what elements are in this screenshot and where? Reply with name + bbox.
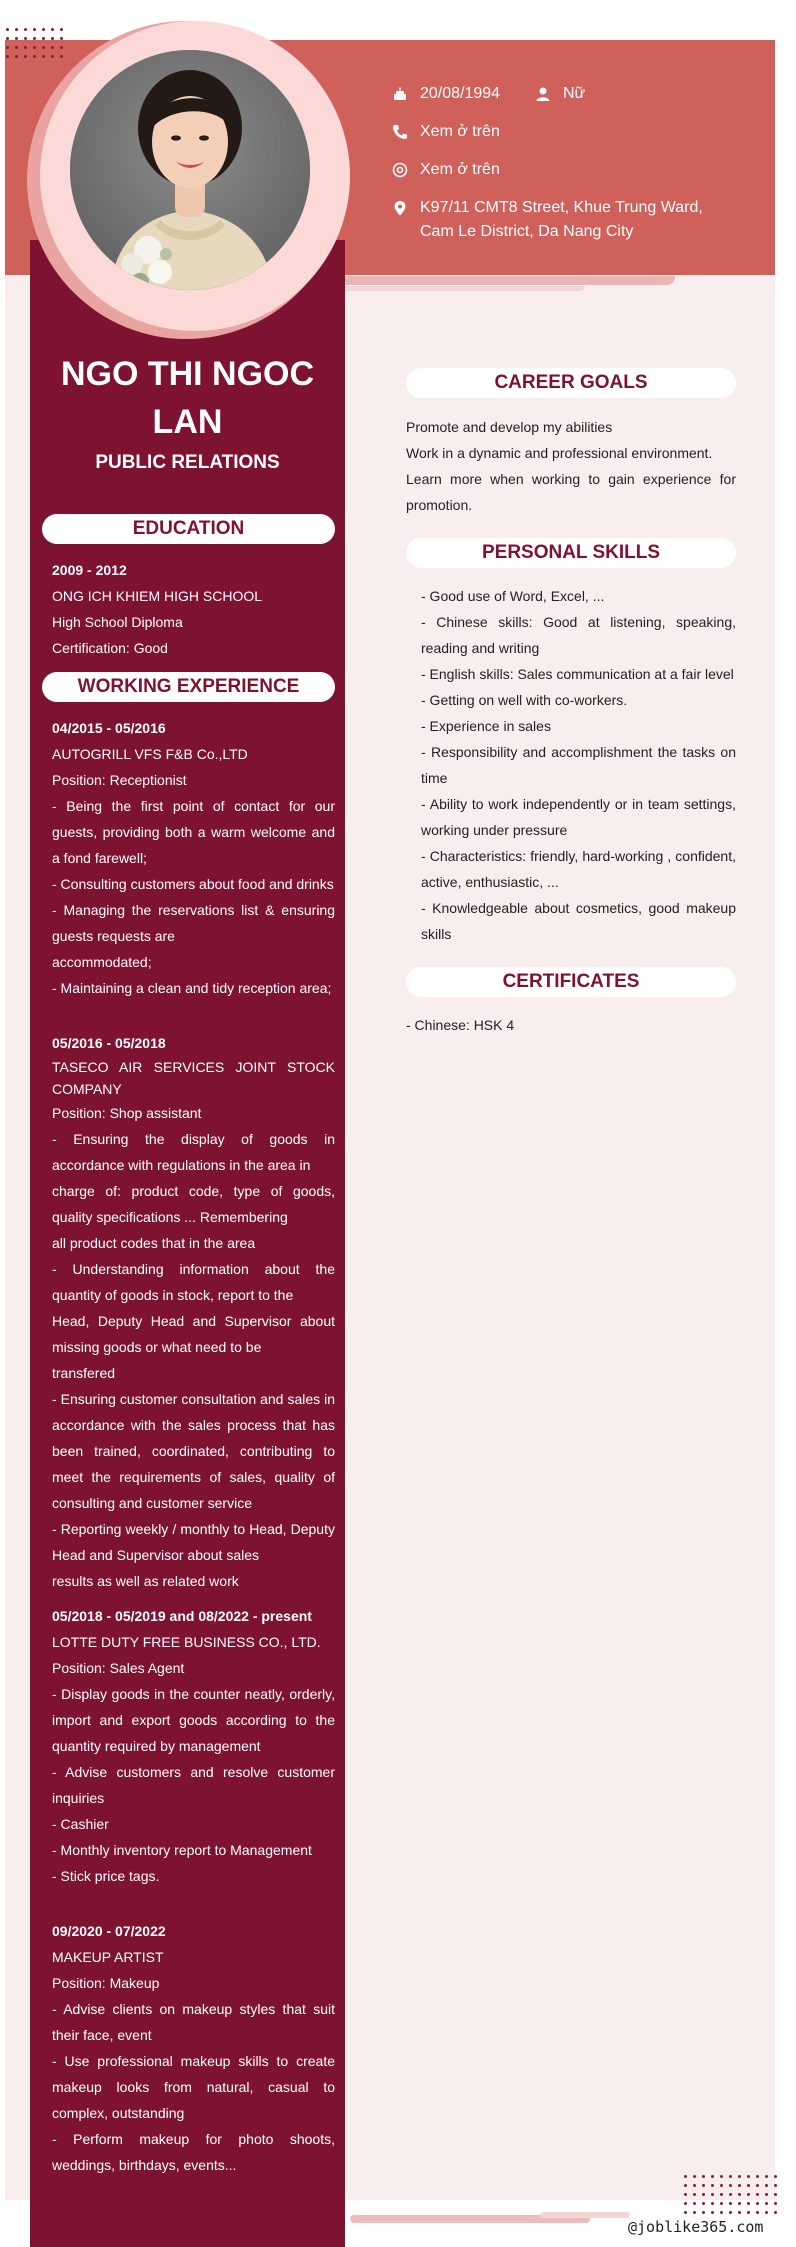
watermark: @joblike365.com — [628, 2218, 764, 2236]
job-duty: - Perform makeup for photo shoots, weddings, birthdays, events... — [52, 2131, 335, 2173]
footer-band-accent — [540, 2212, 630, 2218]
job-duty: - Maintaining a clean and tidy reception area; — [52, 980, 332, 996]
skill-item: - English skills: Sales communication at a fair level — [421, 666, 734, 682]
decor-dot — [747, 2211, 750, 2214]
decor-dot — [720, 2211, 723, 2214]
decor-dot — [729, 2193, 732, 2196]
decor-dot — [15, 28, 18, 31]
header-band-accent-2 — [340, 286, 585, 291]
job-period: 05/2016 - 05/2018 — [52, 1035, 166, 1051]
decor-dot — [684, 2202, 687, 2205]
job-duty: charge of: product code, type of goods, quality specifications ... Remembering — [52, 1183, 335, 1225]
decor-dot — [33, 28, 36, 31]
decor-dot — [693, 2193, 696, 2196]
skill-item: - Chinese skills: Good at listening, speaking, reading and writing — [421, 614, 736, 656]
skill-item: - Experience in sales — [421, 718, 551, 734]
decor-dot — [756, 2175, 759, 2178]
decor-dot — [51, 28, 54, 31]
decor-dot — [702, 2175, 705, 2178]
decor-dot — [693, 2184, 696, 2187]
job-company: TASECO AIR SERVICES JOINT STOCK COMPANY — [52, 1059, 335, 1097]
decor-dot — [774, 2184, 777, 2187]
decor-dot — [51, 55, 54, 58]
decor-dot — [693, 2211, 696, 2214]
job-duty: - Consulting customers about food and drinks — [52, 876, 334, 892]
certificates-heading: CERTIFICATES — [406, 967, 736, 997]
decor-dot — [60, 55, 63, 58]
decor-dot — [15, 37, 18, 40]
skill-item: - Responsibility and accomplishment the tasks on time — [421, 744, 736, 786]
job-duty: - Stick price tags. — [52, 1868, 160, 1884]
education-section — [52, 557, 335, 661]
decor-dot — [738, 2175, 741, 2178]
job-company: AUTOGRILL VFS F&B Co.,LTD — [52, 746, 248, 762]
decor-dot — [756, 2193, 759, 2196]
decor-dot — [15, 55, 18, 58]
decor-dot — [756, 2184, 759, 2187]
decor-dot — [747, 2202, 750, 2205]
decor-dot — [33, 37, 36, 40]
decor-dot — [6, 37, 9, 40]
decor-dot — [15, 46, 18, 49]
decor-dot — [702, 2184, 705, 2187]
job-period: 05/2018 - 05/2019 and 08/2022 - present — [52, 1608, 312, 1624]
candidate-name — [30, 350, 345, 446]
job-title: PUBLIC RELATIONS — [95, 452, 280, 473]
decor-dot — [774, 2211, 777, 2214]
cake-icon — [392, 86, 408, 102]
name-line-1: NGO THI NGOC — [60, 355, 315, 393]
education-heading: EDUCATION — [42, 514, 335, 544]
decor-dot — [729, 2202, 732, 2205]
decor-dot — [774, 2202, 777, 2205]
certificates-section — [406, 1012, 736, 1038]
career-goals-section — [406, 414, 736, 518]
skill-item: - Ability to work independently or in team settings, working under pressure — [421, 796, 736, 838]
address-line-1: K97/11 CMT8 Street, Khue Trung Ward, — [420, 199, 703, 216]
decor-dot — [693, 2202, 696, 2205]
user-icon — [535, 86, 551, 102]
profile-photo — [70, 50, 310, 290]
education-degree: High School Diploma — [52, 614, 183, 630]
job-duty: - Use professional makeup skills to create makeup looks from natural, casual to complex, outstanding — [52, 2053, 335, 2121]
career-goals-heading: CAREER GOALS — [406, 368, 736, 398]
job-duty: - Display goods in the counter neatly, orderly, import and export goods according to the quantity required by management — [52, 1686, 335, 1754]
career-goal-line: Promote and develop my abilities — [406, 419, 613, 435]
decor-dot — [51, 46, 54, 49]
job-duty: - Ensuring customer consultation and sales in accordance with the sales process that has been trained, coordinated, contributing to meet the requirements of sales, quality of consulting and customer service — [52, 1391, 335, 1511]
decor-dot — [711, 2193, 714, 2196]
job-duty: Head, Deputy Head and Supervisor about missing goods or what need to be — [52, 1313, 335, 1355]
address-line-2: Cam Le District, Da Nang City — [420, 223, 634, 240]
decor-dot — [702, 2202, 705, 2205]
job-duty: - Cashier — [52, 1816, 109, 1832]
education-certification: Certification: Good — [52, 640, 168, 656]
job-company: LOTTE DUTY FREE BUSINESS CO., LTD. — [52, 1634, 321, 1650]
job-period: 09/2020 - 07/2022 — [52, 1923, 166, 1939]
job-position: Position: Shop assistant — [52, 1105, 202, 1121]
decor-dot — [42, 55, 45, 58]
job-position: Position: Makeup — [52, 1975, 160, 1991]
job-company: MAKEUP ARTIST — [52, 1949, 164, 1965]
decor-dot — [729, 2211, 732, 2214]
name-line-2: LAN — [152, 403, 223, 441]
birthday-value: 20/08/1994 — [420, 85, 501, 102]
decor-dot — [738, 2193, 741, 2196]
job-duty: - Managing the reservations list & ensuring guests requests are — [52, 902, 335, 944]
map-pin-icon — [392, 200, 408, 216]
decor-dot — [774, 2175, 777, 2178]
decor-dot — [684, 2211, 687, 2214]
job-duty: transfered — [52, 1365, 116, 1381]
decor-dot — [6, 46, 9, 49]
education-period: 2009 - 2012 — [52, 562, 127, 578]
job-duty: - Monthly inventory report to Management — [52, 1842, 312, 1858]
skill-item: - Characteristics: friendly, hard-working , confident, active, enthusiastic, ... — [421, 848, 736, 890]
job-duty: - Advise customers and resolve customer inquiries — [52, 1764, 335, 1806]
phone-value: Xem ở trên — [420, 123, 500, 140]
decor-dot — [684, 2193, 687, 2196]
job-position: Position: Sales Agent — [52, 1660, 185, 1676]
decor-dot — [702, 2193, 705, 2196]
decor-dot — [738, 2184, 741, 2187]
job-duty: - Ensuring the display of goods in accordance with regulations in the area in — [52, 1131, 335, 1173]
job-duty: - Advise clients on makeup styles that suit their face, event — [52, 2001, 335, 2043]
personal-skills-section — [421, 583, 736, 947]
decor-dot — [765, 2202, 768, 2205]
decor-dot — [684, 2175, 687, 2178]
job-duty: all product codes that in the area — [52, 1235, 256, 1251]
decor-dot — [24, 55, 27, 58]
education-school: ONG ICH KHIEM HIGH SCHOOL — [52, 588, 263, 604]
job-4 — [52, 1918, 335, 2178]
decor-dot — [765, 2184, 768, 2187]
career-goal-line: Work in a dynamic and professional environment. — [406, 445, 713, 461]
decor-dot — [702, 2211, 705, 2214]
job-duty: - Reporting weekly / monthly to Head, Deputy Head and Supervisor about sales — [52, 1521, 335, 1563]
header-band-accent — [340, 276, 675, 285]
phone-icon — [392, 124, 408, 140]
decor-dot — [60, 28, 63, 31]
decor-dot — [24, 37, 27, 40]
decor-dot — [720, 2193, 723, 2196]
decor-dot — [693, 2175, 696, 2178]
job-2 — [52, 1030, 335, 1594]
decor-dot — [720, 2184, 723, 2187]
decor-dot — [711, 2175, 714, 2178]
decor-dot — [729, 2175, 732, 2178]
decor-dot — [6, 28, 9, 31]
job-position: Position: Receptionist — [52, 772, 187, 788]
job-duty: accommodated; — [52, 954, 152, 970]
decor-dot — [711, 2211, 714, 2214]
decor-dot — [51, 37, 54, 40]
job-period: 04/2015 - 05/2016 — [52, 720, 166, 736]
job-duty: results as well as related work — [52, 1573, 239, 1589]
at-sign-icon — [392, 162, 408, 178]
decor-dot — [747, 2184, 750, 2187]
skill-item: - Getting on well with co-workers. — [421, 692, 628, 708]
skill-item: - Knowledgeable about cosmetics, good makeup skills — [421, 900, 736, 942]
decor-dot — [42, 37, 45, 40]
decor-dot — [765, 2175, 768, 2178]
career-goal-line: Learn more when working to gain experience for promotion. — [406, 471, 736, 513]
personal-skills-heading: PERSONAL SKILLS — [406, 538, 736, 568]
decor-dot — [720, 2175, 723, 2178]
gender-value: Nữ — [563, 85, 586, 102]
experience-heading: WORKING EXPERIENCE — [42, 672, 335, 702]
job-duty: - Understanding information about the quantity of goods in stock, report to the — [52, 1261, 335, 1303]
decor-dot — [747, 2175, 750, 2178]
decor-dot — [60, 37, 63, 40]
decor-dot — [33, 46, 36, 49]
decor-dot — [711, 2184, 714, 2187]
certificate-item: - Chinese: HSK 4 — [406, 1017, 515, 1033]
decor-dot — [729, 2184, 732, 2187]
decor-dot — [774, 2193, 777, 2196]
email-value: Xem ở trên — [420, 161, 500, 178]
job-duty: - Being the first point of contact for our guests, providing both a warm welcome and a fond farewell; — [52, 798, 335, 866]
decor-dot — [756, 2202, 759, 2205]
decor-dot — [60, 46, 63, 49]
decor-dot — [42, 28, 45, 31]
decor-dot — [24, 28, 27, 31]
decor-dot — [738, 2211, 741, 2214]
decor-dot — [6, 55, 9, 58]
decor-dot — [33, 55, 36, 58]
skill-item: - Good use of Word, Excel, ... — [421, 588, 605, 604]
decor-dot — [765, 2193, 768, 2196]
job-3 — [52, 1603, 335, 1889]
decor-dot — [684, 2184, 687, 2187]
decor-dot — [42, 46, 45, 49]
job-1 — [52, 715, 335, 1001]
decor-dot — [24, 46, 27, 49]
decor-dot — [711, 2202, 714, 2205]
decor-dot — [756, 2211, 759, 2214]
decor-dot — [765, 2211, 768, 2214]
decor-dot — [720, 2202, 723, 2205]
decor-dot — [747, 2193, 750, 2196]
decor-dot — [738, 2202, 741, 2205]
